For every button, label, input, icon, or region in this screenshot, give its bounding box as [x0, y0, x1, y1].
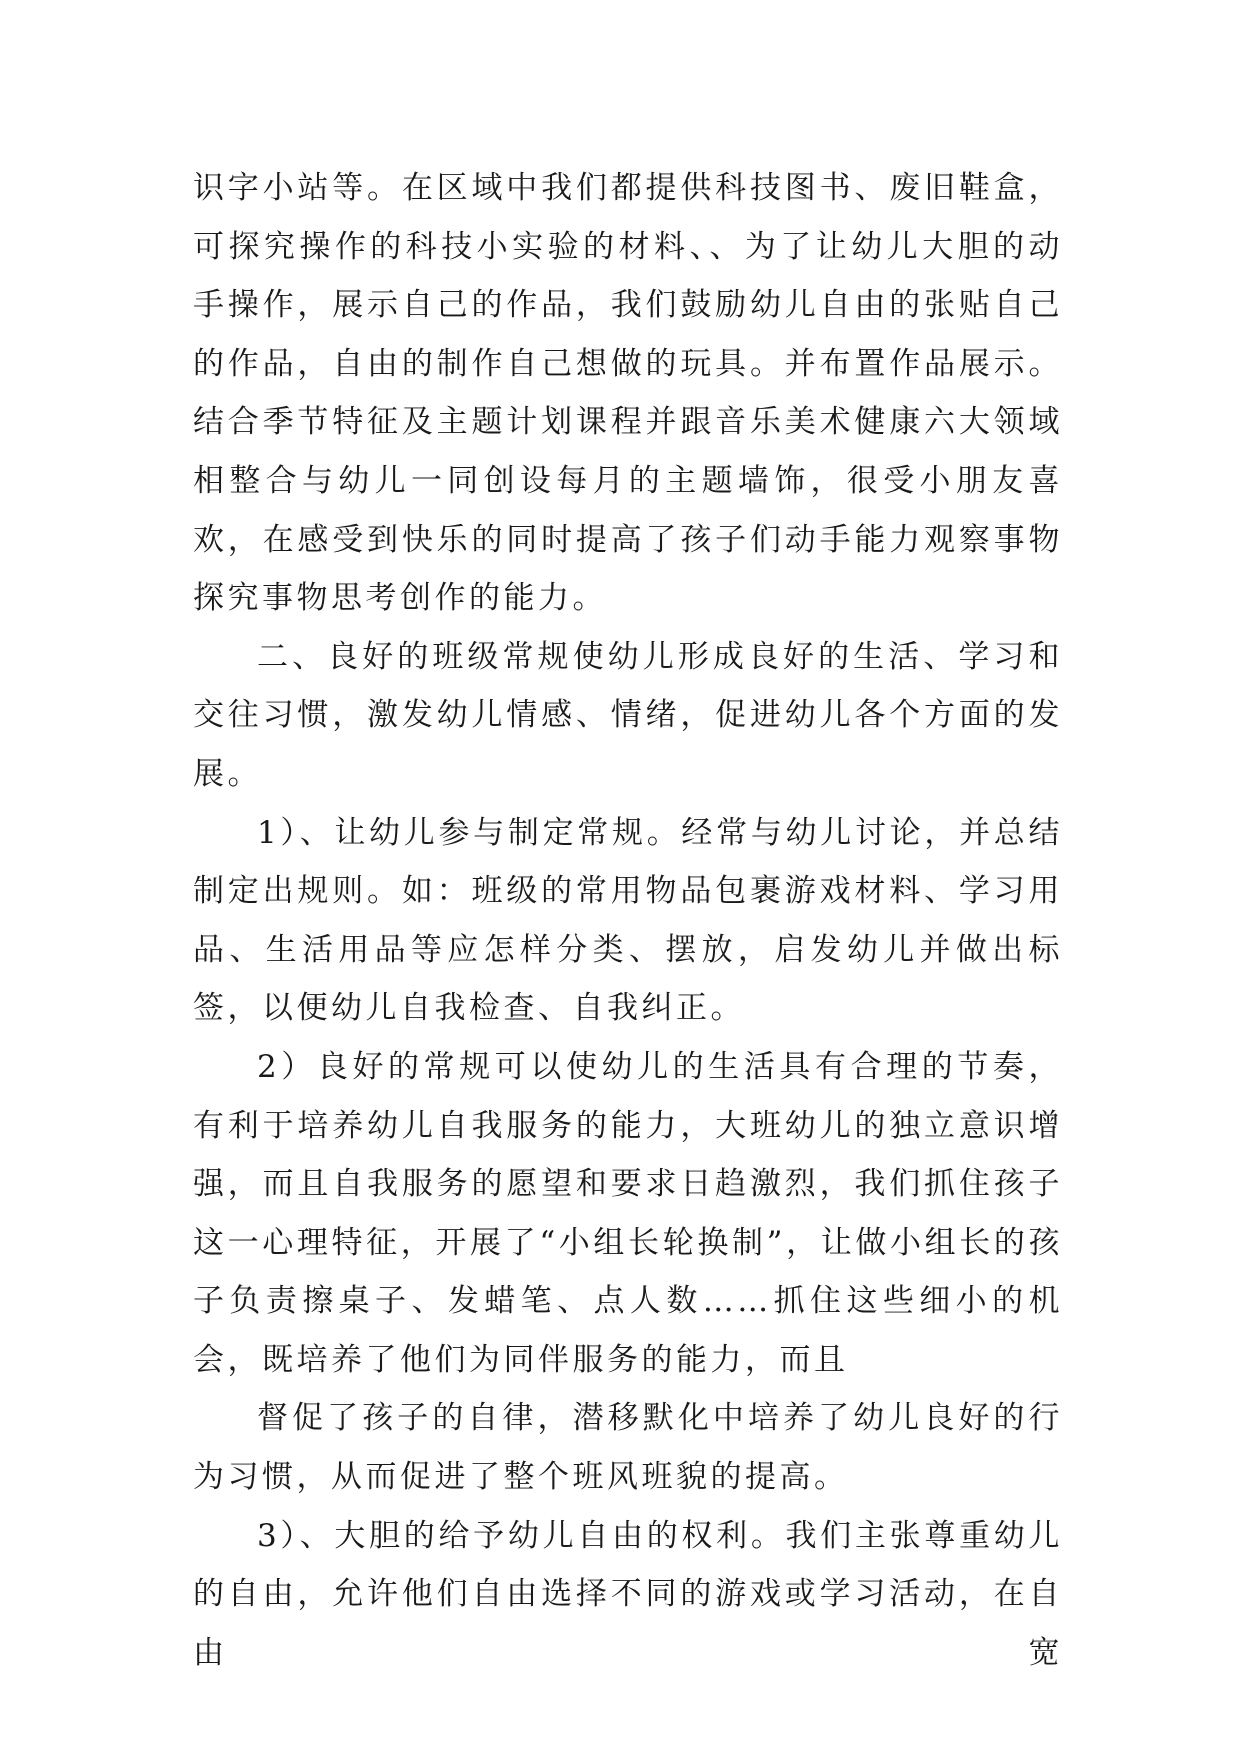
paragraph-3: 1）、让幼儿参与制定常规。经常与幼儿讨论，并总结制定出规则。如：班级的常用物品包裹游戏材料、学习用品、生活用品等应怎样分类、摆放，启发幼儿并做出标签，以便幼儿自我检查、自我纠正。	[193, 814, 1063, 1027]
paragraph-2: 二、良好的班级常规使幼儿形成良好的生活、学习和交往习惯，激发幼儿情感、情绪，促进幼儿各个方面的发展。	[193, 638, 1063, 792]
paragraph-6: 3）、大胆的给予幼儿自由的权利。我们主张尊重幼儿的自由，允许他们自由选择不同的游戏或学习活动，在自由宽	[193, 1517, 1063, 1671]
paragraph-1: 识字小站等。在区域中我们都提供科技图书、废旧鞋盒，可探究操作的科技小实验的材料、、为了让幼儿大胆的动手操作，展示自己的作品，我们鼓励幼儿自由的张贴自己的作品，自由的制作自己想做的玩具。并布置作品展示。结合季节特征及主题计划课程并跟音乐美术健康六大领域相整合与幼儿一同创设每月的主题墙饰，很受小朋友喜欢，在感受到快乐的同时提高了孩子们动手能力观察事物探究事物思考创作的能力。	[193, 170, 1063, 617]
paragraph-4: 2）良好的常规可以使幼儿的生活具有合理的节奏，有利于培养幼儿自我服务的能力，大班幼儿的独立意识增强，而且自我服务的愿望和要求日趋激烈，我们抓住孩子这一心理特征，开展了“小组长轮换制”，让做小组长的孩子负责擦桌子、发蜡笔、点人数……抓住这些细小的机会，既培养了他们为同伴服务的能力，而且	[193, 1048, 1063, 1378]
paragraph-5: 督促了孩子的自律，潜移默化中培养了幼儿良好的行为习惯，从而促进了整个班风班貌的提高。	[193, 1400, 1063, 1496]
document-body	[193, 159, 1063, 1682]
